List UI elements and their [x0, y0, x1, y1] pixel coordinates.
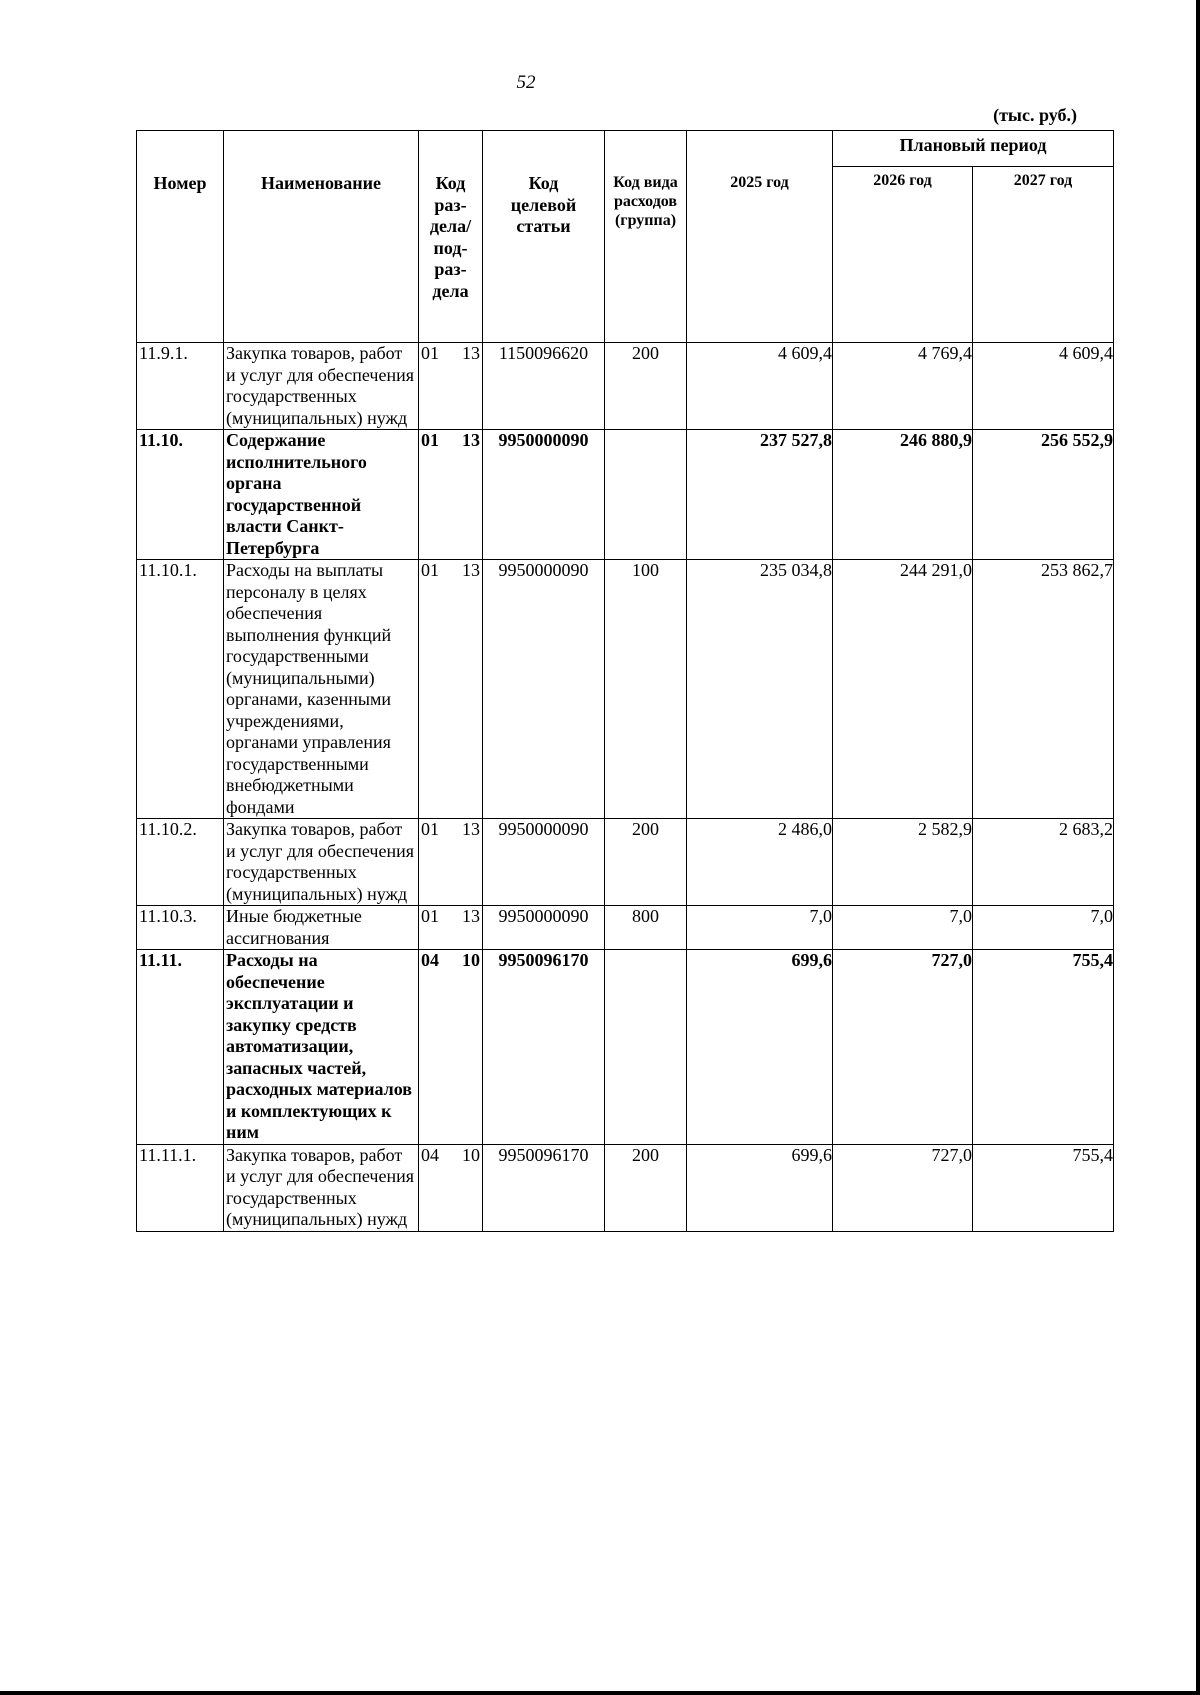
row-target-code: 9950096170 [483, 1144, 605, 1231]
table-row [137, 906, 1114, 950]
row-section-code [419, 819, 483, 906]
row-expense-group: 200 [605, 343, 687, 430]
section: 01 [421, 819, 439, 839]
header-number: Номер [137, 131, 224, 343]
row-name: Закупка товаров, работ и услуг для обеспечения государственных (муниципальных) нужд [224, 819, 419, 906]
row-target-code: 9950000090 [483, 430, 605, 560]
row-name: Расходы на выплаты персоналу в целях обеспечения выполнения функций государственными (муниципальными) органами, казенными учреждениями, органами управления государственными внебюджетными фондами [224, 560, 419, 819]
row-amount-2026: 2 582,9 [833, 819, 973, 906]
header-section-code: Код раз- дела/ под- раз- дела [419, 131, 483, 343]
row-number: 11.11. [137, 950, 224, 1145]
header-target-code: Код целевой статьи [483, 131, 605, 343]
section: 01 [421, 343, 439, 363]
table-row [137, 819, 1114, 906]
row-amount-2025: 7,0 [687, 906, 833, 950]
row-amount-2027: 253 862,7 [973, 560, 1114, 819]
subsection: 13 [462, 430, 480, 450]
row-amount-2025: 235 034,8 [687, 560, 833, 819]
row-amount-2027: 755,4 [973, 1144, 1114, 1231]
row-amount-2026: 244 291,0 [833, 560, 973, 819]
row-number: 11.9.1. [137, 343, 224, 430]
budget-table [136, 130, 1114, 1232]
subsection: 13 [462, 906, 480, 926]
header-year-2025: 2025 год [687, 131, 833, 343]
row-expense-group [605, 950, 687, 1145]
subsection: 10 [462, 950, 480, 970]
header-planned-period: Плановый период [833, 131, 1114, 167]
scan-border-right [1196, 0, 1200, 1695]
scan-border-bottom [0, 1691, 1200, 1695]
section: 01 [421, 906, 439, 926]
row-amount-2027: 2 683,2 [973, 819, 1114, 906]
row-number: 11.10. [137, 430, 224, 560]
table-row [137, 343, 1114, 430]
row-name: Иные бюджетные ассигнования [224, 906, 419, 950]
row-number: 11.11.1. [137, 1144, 224, 1231]
table-body [137, 343, 1114, 1232]
row-name: Закупка товаров, работ и услуг для обеспечения государственных (муниципальных) нужд [224, 343, 419, 430]
header-year-2026: 2026 год [833, 167, 973, 343]
row-expense-group [605, 430, 687, 560]
row-amount-2026: 7,0 [833, 906, 973, 950]
subsection: 13 [462, 343, 480, 363]
row-amount-2025: 237 527,8 [687, 430, 833, 560]
header-name: Наименование [224, 131, 419, 343]
row-number: 11.10.3. [137, 906, 224, 950]
table-row [137, 1144, 1114, 1231]
row-target-code: 9950096170 [483, 950, 605, 1145]
row-section-code [419, 1144, 483, 1231]
row-expense-group: 800 [605, 906, 687, 950]
row-number: 11.10.1. [137, 560, 224, 819]
row-amount-2026: 246 880,9 [833, 430, 973, 560]
row-amount-2027: 755,4 [973, 950, 1114, 1145]
row-amount-2026: 727,0 [833, 950, 973, 1145]
header-year-2027: 2027 год [973, 167, 1114, 343]
row-section-code [419, 906, 483, 950]
row-amount-2025: 699,6 [687, 1144, 833, 1231]
section: 04 [421, 1144, 439, 1165]
header-expense-type: Код вида расходов (группа) [605, 131, 687, 343]
row-section-code [419, 560, 483, 819]
section: 01 [421, 560, 439, 580]
table-row [137, 430, 1114, 560]
row-target-code: 1150096620 [483, 343, 605, 430]
section: 04 [421, 950, 439, 970]
row-target-code: 9950000090 [483, 906, 605, 950]
row-amount-2027: 256 552,9 [973, 430, 1114, 560]
row-amount-2026: 727,0 [833, 1144, 973, 1231]
row-expense-group: 200 [605, 819, 687, 906]
row-section-code [419, 950, 483, 1145]
row-amount-2026: 4 769,4 [833, 343, 973, 430]
row-amount-2025: 699,6 [687, 950, 833, 1145]
section: 01 [421, 430, 439, 450]
row-name: Содержание исполнительного органа государственной власти Санкт-Петербурга [224, 430, 419, 560]
page-number: 52 [516, 72, 536, 93]
row-name: Закупка товаров, работ и услуг для обеспечения государственных (муниципальных) нужд [224, 1144, 419, 1231]
subsection: 13 [462, 560, 480, 580]
row-expense-group: 200 [605, 1144, 687, 1231]
row-amount-2025: 2 486,0 [687, 819, 833, 906]
row-amount-2027: 4 609,4 [973, 343, 1114, 430]
units-label: (тыс. руб.) [993, 105, 1077, 125]
subsection: 10 [462, 1144, 480, 1165]
row-target-code: 9950000090 [483, 560, 605, 819]
table-row [137, 950, 1114, 1145]
row-expense-group: 100 [605, 560, 687, 819]
subsection: 13 [462, 819, 480, 839]
row-section-code [419, 430, 483, 560]
row-amount-2025: 4 609,4 [687, 343, 833, 430]
row-target-code: 9950000090 [483, 819, 605, 906]
table-row [137, 560, 1114, 819]
row-name: Расходы на обеспечение эксплуатации и закупку средств автоматизации, запасных частей, расходных материалов и комплектующих к ним [224, 950, 419, 1145]
row-amount-2027: 7,0 [973, 906, 1114, 950]
row-section-code [419, 343, 483, 430]
row-number: 11.10.2. [137, 819, 224, 906]
